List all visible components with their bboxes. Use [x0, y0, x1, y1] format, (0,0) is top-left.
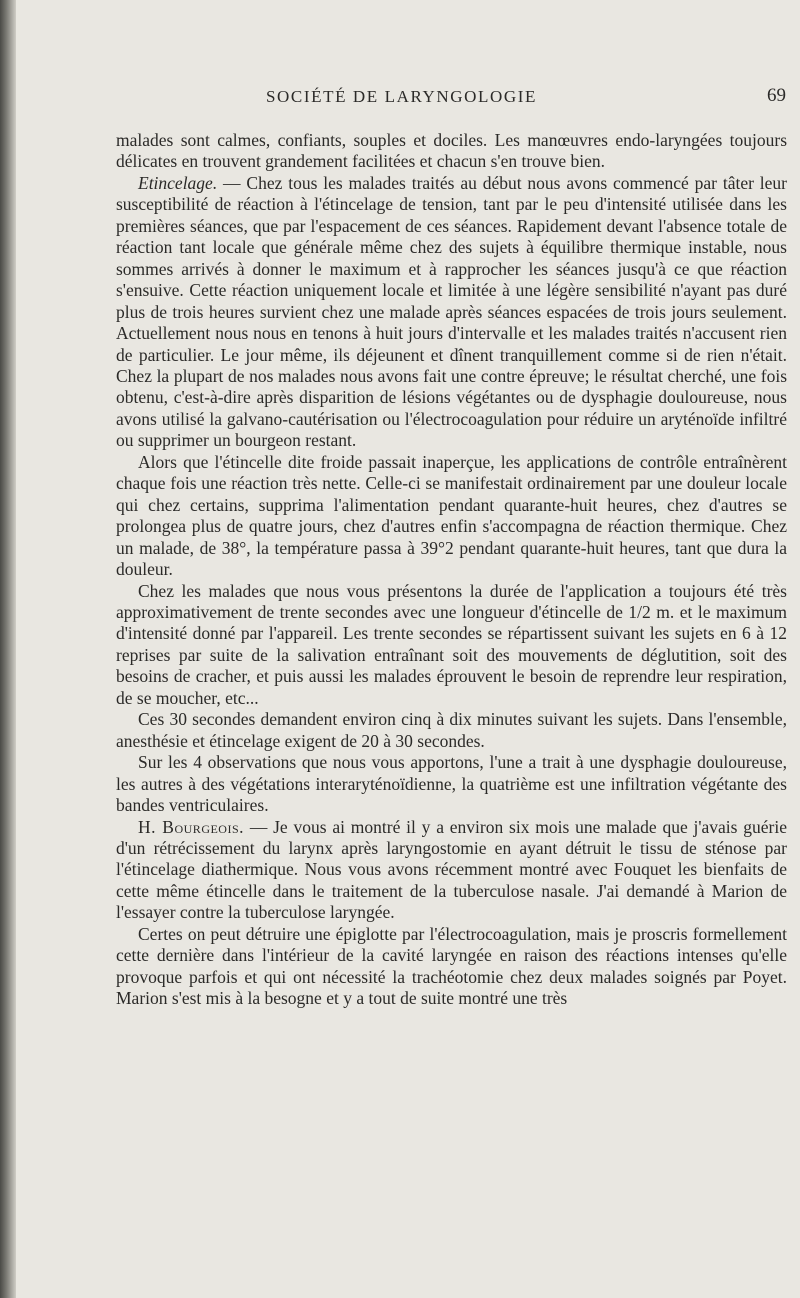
body-text — [116, 130, 787, 1010]
paragraph — [116, 709, 787, 752]
paragraph — [116, 130, 787, 173]
paragraph-text: Alors que l'étincelle dite froide passait inaperçue, les applications de contrôle entraînèrent chaque fois une réaction très nette. Celle-ci se manifestait ordinairement par une douleur locale qui chez certains, supprima l'alimentation pendant quarante-huit heures, chez d'autres se prolongea plus de quatre jours, chez d'autres enfin s'accompagna de réaction thermique. Chez un malade, de 38°, la température passa à 39°2 pendant quarante-huit heures, tant que dura la douleur. — [116, 451, 787, 580]
paragraph-text: Sur les 4 observations que nous vous apportons, l'une a trait à une dysphagie douloureuse, les autres à des végétations interaryténoïdienne, la quatrième est une infiltration végétante des bandes ventriculaires. — [116, 752, 787, 816]
paragraph — [116, 173, 787, 452]
paragraph-text: — Je vous ai montré il y a environ six mois une malade que j'avais guérie d'un rétrécissement du larynx après laryngostomie en ayant détruit le tissu de sténose par l'étincelage diathermique. Nous vous avons récemment montré avec Fouquet les bienfaits de cette même étincelle dans le traitement de la tuberculose nasale. J'ai demandé à Marion de l'essayer contre la tuberculose laryngée. — [116, 816, 788, 923]
running-head: SOCIÉTÉ DE LARYNGOLOGIE — [266, 87, 537, 106]
paragraph-text: malades sont calmes, confiants, souples et dociles. Les manœuvres endo-laryngées toujours délicates en trouvent grandement facilitées et chacun s'en trouve bien. — [116, 130, 787, 172]
paragraph — [116, 452, 787, 581]
paragraph-lead: H. Bourgeois. — [138, 816, 245, 837]
paragraph-text: Chez les malades que nous vous présentons la durée de l'application a toujours été très approximativement de trente secondes avec une longueur d'étincelle de 1/2 m. et le maximum d'intensité donné par l'appareil. Les trente secondes se répartissent suivant les sujets en 6 à 12 reprises par suite de la salivation entraînant soit des mouvements de déglutition, soit des besoins de cracher, et puis aussi les malades éprouvent le besoin de reprendre leur respiration, de se moucher, etc... — [116, 580, 787, 708]
paragraph-text: — Chez tous les malades traités au début nous avons commencé par tâter leur susceptibilité de réaction à l'étincelage de tension, tant par le peu d'intensité utilisée dans les premières séances, que par l'espacement de ces séances. Rapidement devant l'absence totale de réaction tant locale que générale même chez des sujets à équilibre thermique instable, nous sommes arrivés à donner le maximum et à rapprocher les séances jusqu'à ce que réaction s'ensuive. Cette réaction uniquement locale et limitée à une légère sensibilité n'ayant pas duré plus de trois heures survient chez une malade après séances espacées de trois jours seulement. Actuellement nous nous en tenons à huit jours d'intervalle et les malades traités n'accusent rien de particulier. Le jour même, ils déjeunent et dînent tranquillement comme si de rien n'était. Chez la plupart de nos malades nous avons fait une contre épreuve; le résultat cherché, une fois obtenu, c'est-à-dire après disparition de lésions végétantes ou de dysphagie douloureuse, nous avons utilisé la galvano-cautérisation ou l'électrocoagulation pour réduire un aryténoïde infiltré ou supprimer un bourgeon restant. — [116, 172, 787, 451]
page-binding-edge — [0, 0, 16, 1298]
page-header — [116, 87, 788, 111]
page-number: 69 — [767, 85, 786, 106]
paragraph — [116, 581, 787, 710]
paragraph — [116, 752, 787, 816]
paragraph-text: Ces 30 secondes demandent environ cinq à dix minutes suivant les sujets. Dans l'ensemble, anesthésie et étincelage exigent de 20 à 30 secondes. — [116, 709, 787, 751]
paragraph — [116, 924, 787, 1010]
paragraph-text: Certes on peut détruire une épiglotte par l'électrocoagulation, mais je proscris formellement cette dernière dans l'intérieur de la cavité laryngée en raison des réactions intenses qu'elle provoque parfois et qui ont nécessité la trachéotomie chez deux malades soignés par Poyet. Marion s'est mis à la besogne et y a tout de suite montré une très — [116, 923, 787, 1009]
paragraph — [116, 817, 787, 924]
paragraph-lead: Etincelage. — [138, 172, 218, 193]
